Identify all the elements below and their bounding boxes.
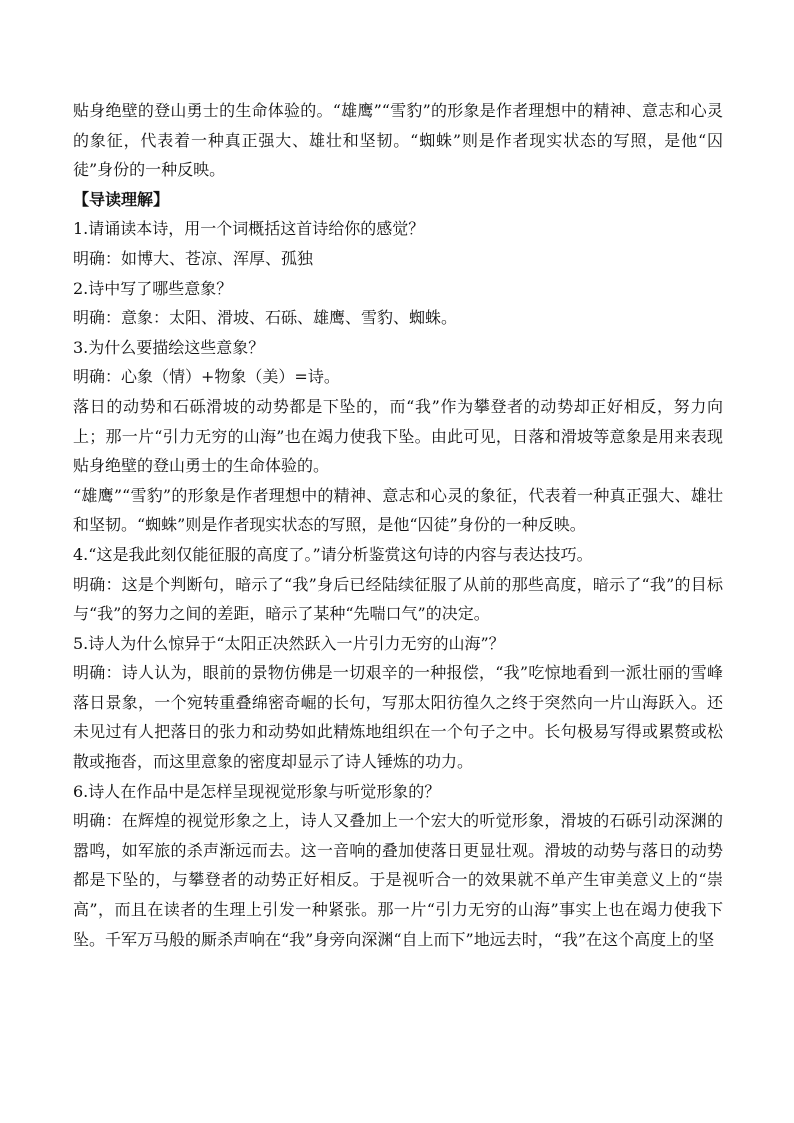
- paragraph: 落日的动势和石砾滑坡的动势都是下坠的，而“我”作为攀登者的动势却正好相反，努力向上；那一片“引力无穷的山海”也在竭力使我下坠。由此可见，日落和滑坡等意象是用来表现贴身绝壁的登山勇士的生命体验的。: [73, 396, 723, 476]
- question-3: 3.为什么要描绘这些意象？: [73, 337, 265, 357]
- document-page: [73, 96, 723, 954]
- question-6: 6.诗人在作品中是怎样呈现视觉形象与听觉形象的？: [73, 781, 441, 801]
- answer-3: 明确：心象（情）+物象（美）=诗。: [73, 367, 340, 387]
- section-heading: 【导读理解】: [73, 189, 170, 209]
- question-5: 5.诗人为什么惊异于“太阳正决然跃入一片引力无穷的山海”？: [73, 633, 505, 653]
- answer-4: 明确：这是个判断句，暗示了“我”身后已经陆续征服了从前的那些高度，暗示了“我”的目标与“我”的努力之间的差距，暗示了某种“先喘口气”的决定。: [73, 574, 723, 624]
- answer-6: 明确：在辉煌的视觉形象之上，诗人又叠加上一个宏大的听觉形象，滑坡的石砾引动深渊的嚣鸣，如军旅的杀声渐远而去。这一音响的叠加使落日更显壮观。滑坡的动势与落日的动势都是下坠的，与攀登者的动势正好相反。于是视听合一的效果就不单产生审美意义上的“崇高”，而且在读者的生理上引发一种紧张。那一片“引力无穷的山海”事实上也在竭力使我下坠。千军万马般的厮杀声响在“我”身旁向深渊“自上而下”地远去时，“我”在这个高度上的坚: [73, 811, 723, 949]
- paragraph: 贴身绝壁的登山勇士的生命体验的。“雄鹰”“雪豹”的形象是作者理想中的精神、意志和心灵的象征，代表着一种真正强大、雄壮和坚韧。“蜘蛛”则是作者现实状态的写照，是他“囚徒”身份的一种反映。: [73, 101, 723, 180]
- paragraph: “雄鹰”“雪豹”的形象是作者理想中的精神、意志和心灵的象征，代表着一种真正强大、雄壮和坚韧。“蜘蛛”则是作者现实状态的写照，是他“囚徒”身份的一种反映。: [73, 485, 723, 535]
- answer-2: 明确：意象：太阳、滑坡、石砾、雄鹰、雪豹、蜘蛛。: [73, 308, 458, 328]
- answer-5: 明确：诗人认为，眼前的景物仿佛是一切艰辛的一种报偿，“我”吃惊地看到一派壮丽的雪峰落日景象，一个宛转重叠绵密奇崛的长句，写那太阳彷徨久之终于突然向一片山海跃入。还未见过有人把落日的张力和动势如此精炼地组织在一个句子之中。长句极易写得或累赘或松散或拖沓，而这里意象的密度却显示了诗人锤炼的功力。: [73, 663, 723, 772]
- question-2: 2.诗中写了哪些意象？: [73, 278, 233, 298]
- question-4: 4.“这是我此刻仅能征服的高度了。”请分析鉴赏这句诗的内容与表达技巧。: [73, 544, 593, 564]
- question-1: 1.请诵读本诗，用一个词概括这首诗给你的感觉？: [73, 219, 425, 239]
- answer-1: 明确：如博大、苍凉、浑厚、孤独: [73, 248, 314, 268]
